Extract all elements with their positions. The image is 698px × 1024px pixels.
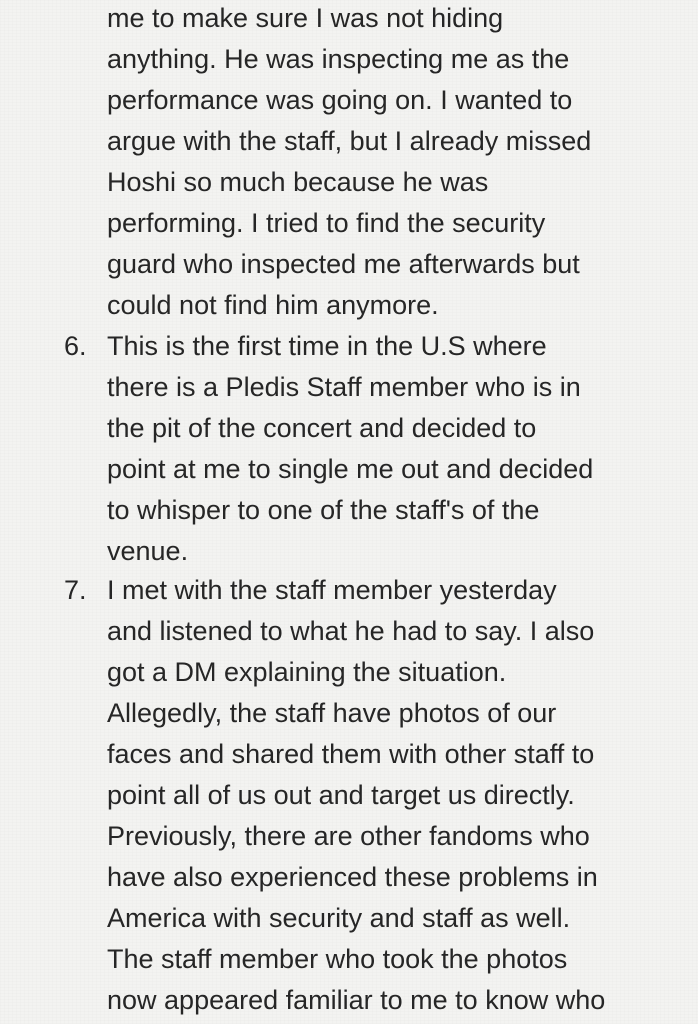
text-line: I met with the staff member yesterday: [107, 575, 557, 605]
text-line: performance was going on. I wanted to: [107, 85, 573, 115]
text-line: performing. I tried to find the security: [107, 208, 546, 238]
text-line: to whisper to one of the staff's of the: [107, 495, 540, 525]
text-line: the pit of the concert and decided to: [107, 413, 537, 443]
text-line: America with security and staff as well.: [107, 903, 571, 933]
text-line: venue.: [107, 536, 189, 566]
text-line: could not find him anymore.: [107, 290, 439, 320]
text-line: there is a Pledis Staff member who is in: [107, 372, 581, 402]
text-line: argue with the staff, but I already missed: [107, 126, 592, 156]
text-line: Allegedly, the staff have photos of our: [107, 698, 557, 728]
text-line: point at me to single me out and decided: [107, 454, 594, 484]
text-line: anything. He was inspecting me as the: [107, 44, 570, 74]
text-line: The staff member who took the photos: [107, 944, 568, 974]
text-line: Previously, there are other fandoms who: [107, 821, 590, 851]
text-line: and listened to what he had to say. I also: [107, 616, 595, 646]
text-line: guard who inspected me afterwards but: [107, 249, 580, 279]
list-item-number: 7.: [64, 575, 87, 605]
text-line: point all of us out and target us directly.: [107, 780, 575, 810]
text-line: This is the first time in the U.S where: [107, 331, 547, 361]
text-line: me to make sure I was not hiding: [107, 3, 504, 33]
text-line: got a DM explaining the situation.: [107, 657, 507, 687]
text-line: have also experienced these problems in: [107, 862, 598, 892]
text-line: now appeared familiar to me to know who: [107, 985, 606, 1015]
text-line: Hoshi so much because he was: [107, 167, 489, 197]
text-line: faces and shared them with other staff to: [107, 739, 595, 769]
list-item-number: 6.: [64, 331, 87, 361]
